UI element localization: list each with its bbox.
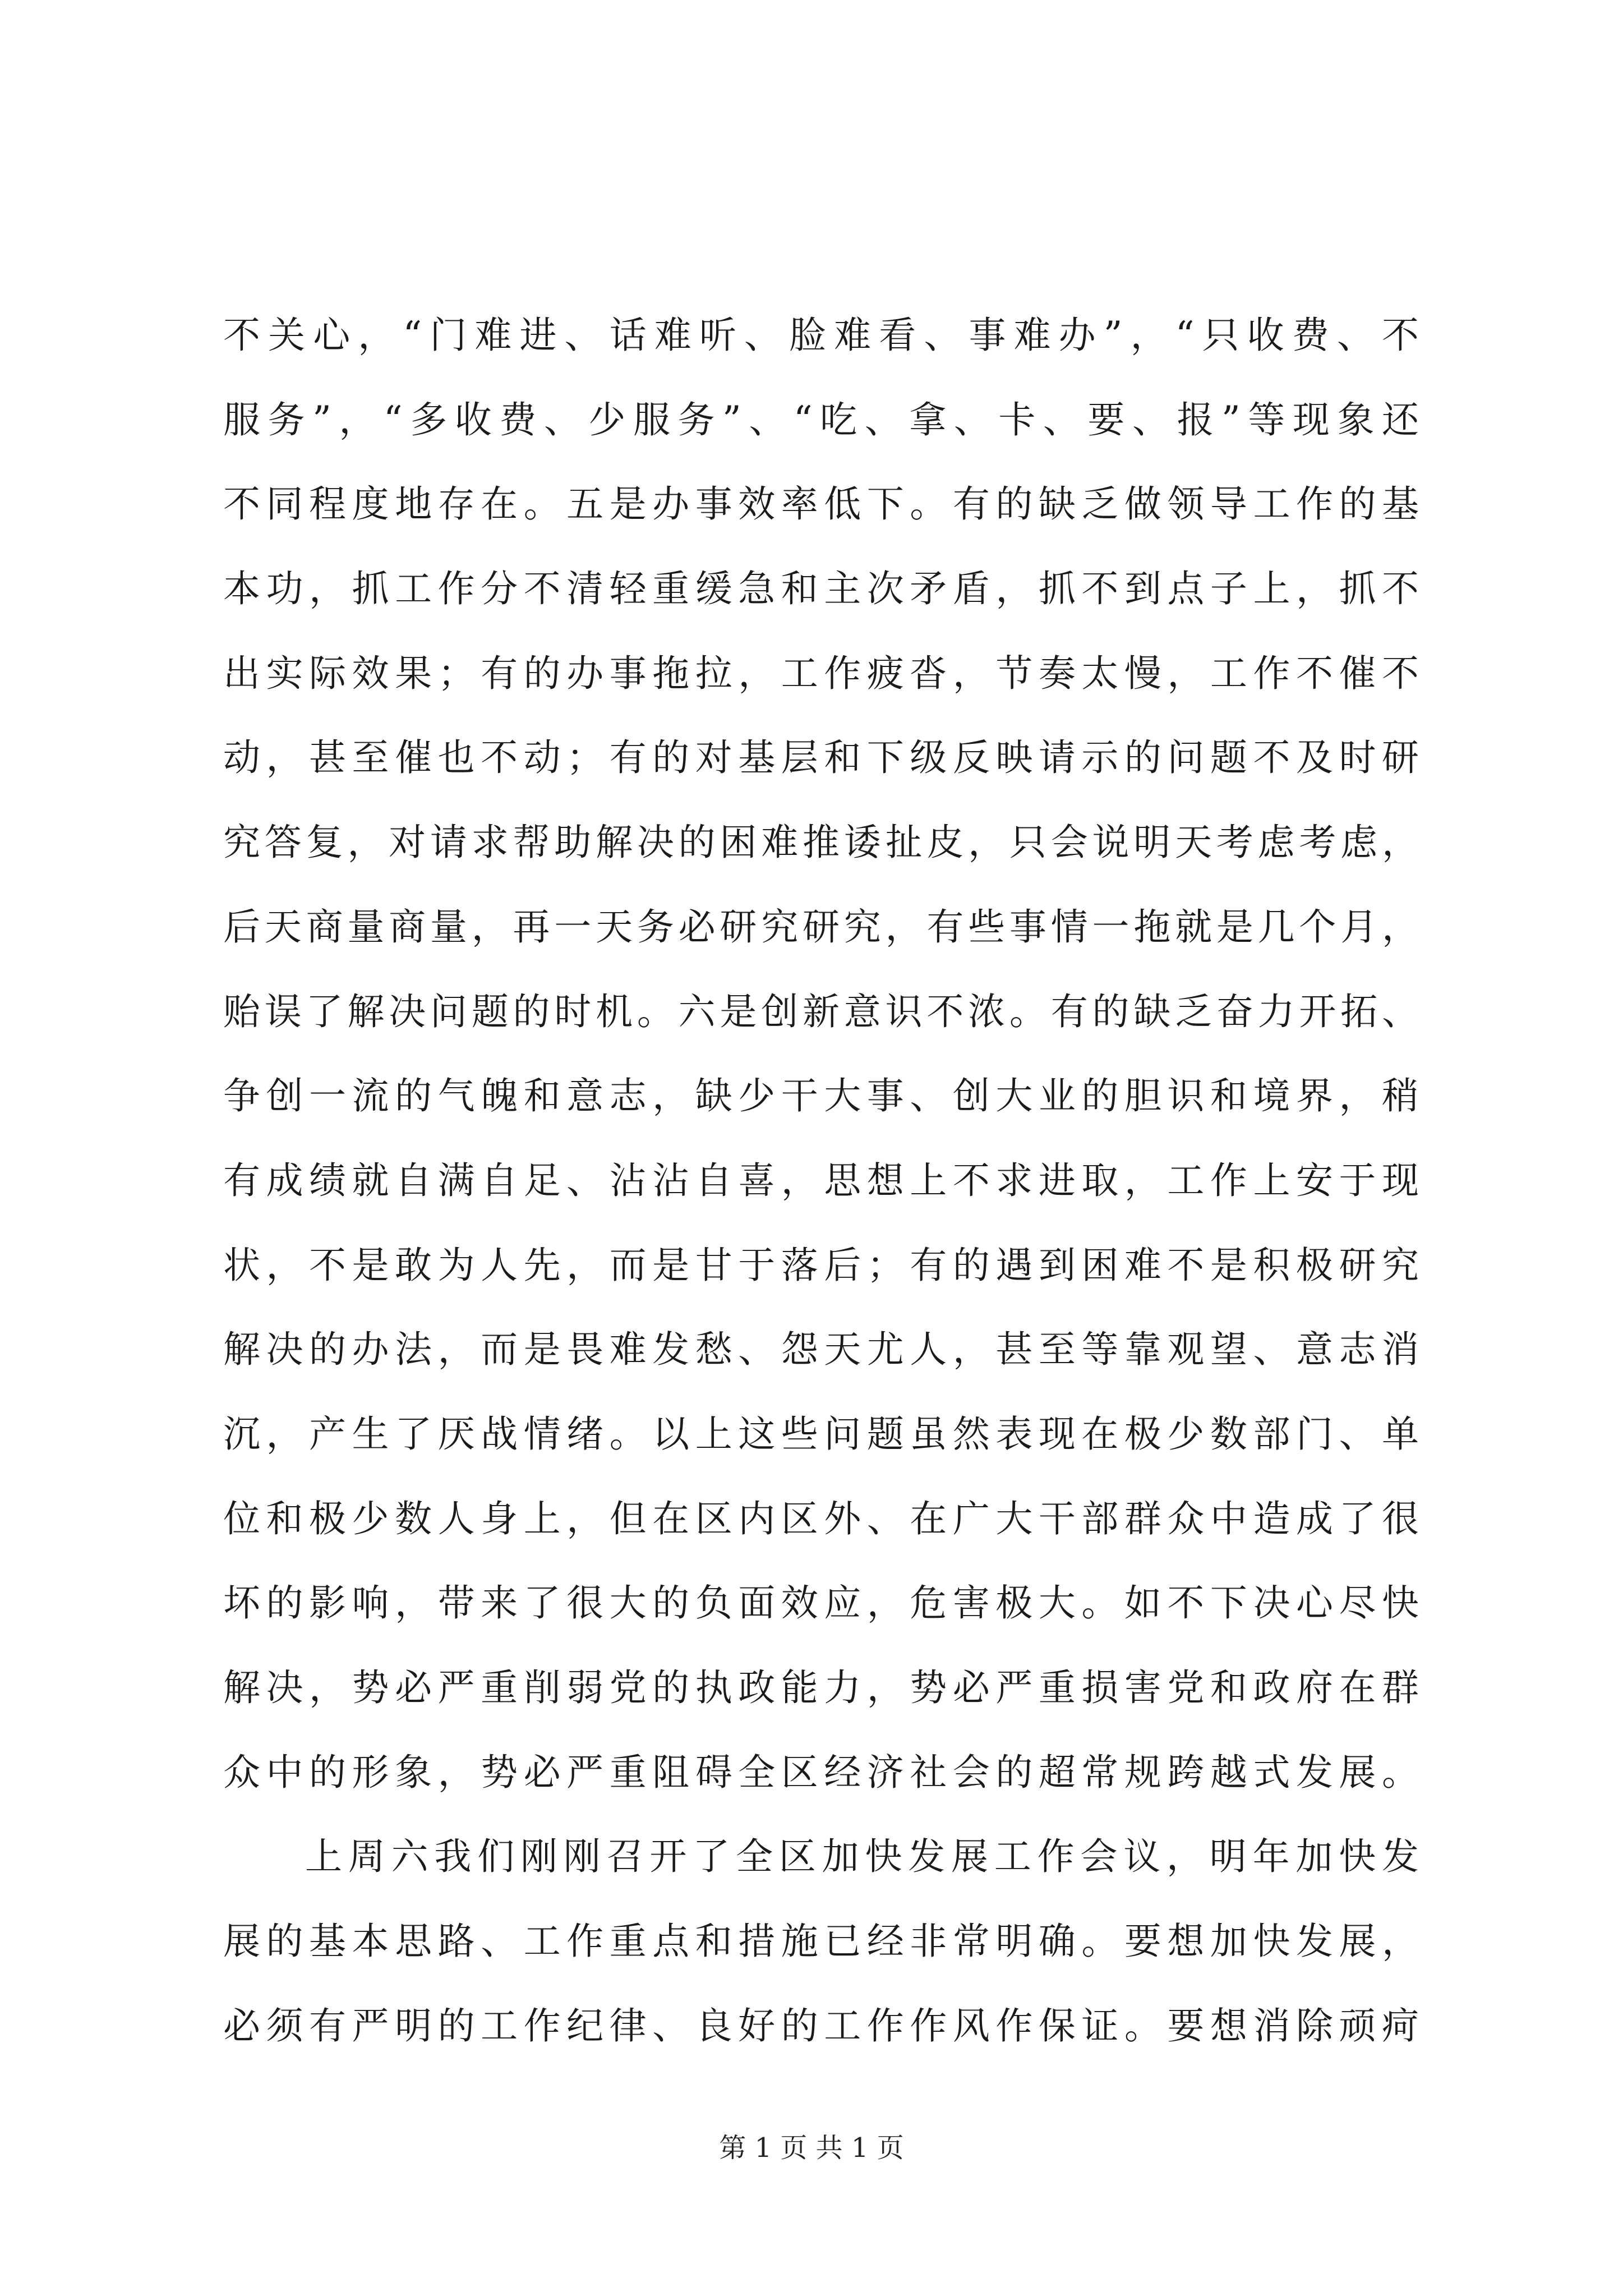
text-line: 解决，势必严重削弱党的执政能力，势必严重损害党和政府在群 (223, 1666, 1419, 1709)
text-line: 有成绩就自满自足、沾沾自喜，思想上不求进取，工作上安于现 (223, 1158, 1419, 1202)
page-number-label: 第 1 页 共 1 页 (719, 2132, 904, 2164)
text-line: 动，甚至催也不动；有的对基层和下级反映请示的问题不及时研 (223, 736, 1419, 780)
text-line: 必须有严明的工作纪律、良好的工作作风作保证。要想消除顽疴 (223, 2004, 1419, 2047)
text-line: 本功，抓工作分不清轻重缓急和主次矛盾，抓不到点子上，抓不 (223, 567, 1419, 611)
text-line: 不关心，“门难进、话难听、脸难看、事难办”，“只收费、不 (223, 314, 1419, 357)
text-line: 状，不是敢为人先，而是甘于落后；有的遇到困难不是积极研究 (223, 1243, 1419, 1287)
text-line: 沉，产生了厌战情绪。以上这些问题虽然表现在极少数部门、单 (223, 1412, 1419, 1456)
text-line: 坏的影响，带来了很大的负面效应，危害极大。如不下决心尽快 (223, 1581, 1419, 1625)
text-line: 解决的办法，而是畏难发愁、怨天尤人，甚至等靠观望、意志消 (223, 1328, 1419, 1372)
paragraph (223, 293, 1419, 1815)
text-line: 贻误了解决问题的时机。六是创新意识不浓。有的缺乏奋力开拓、 (223, 990, 1419, 1033)
text-line: 不同程度地存在。五是办事效率低下。有的缺乏做领导工作的基 (223, 482, 1419, 526)
text-line: 究答复，对请求帮助解决的困难推诿扯皮，只会说明天考虑考虑， (223, 821, 1419, 864)
text-line: 位和极少数人身上，但在区内区外、在广大干部群众中造成了很 (223, 1497, 1419, 1540)
text-line: 出实际效果；有的办事拖拉，工作疲沓，节奏太慢，工作不催不 (223, 651, 1419, 695)
page-footer (0, 2129, 1623, 2167)
text-line: 后天商量商量，再一天务必研究研究，有些事情一拖就是几个月， (223, 905, 1419, 949)
text-line: 展的基本思路、工作重点和措施已经非常明确。要想加快发展， (223, 1920, 1419, 1963)
text-line: 服务”，“多收费、少服务”、“吃、拿、卡、要、报”等现象还 (223, 398, 1419, 441)
text-line: 众中的形象，势必严重阻碍全区经济社会的超常规跨越式发展。 (223, 1750, 1419, 1794)
document-body (223, 293, 1419, 2068)
paragraph (223, 1815, 1419, 2068)
text-line: 争创一流的气魄和意志，缺少干大事、创大业的胆识和境界，稍 (223, 1074, 1419, 1118)
text-line: 上周六我们刚刚召开了全区加快发展工作会议，明年加快发 (305, 1835, 1419, 1879)
